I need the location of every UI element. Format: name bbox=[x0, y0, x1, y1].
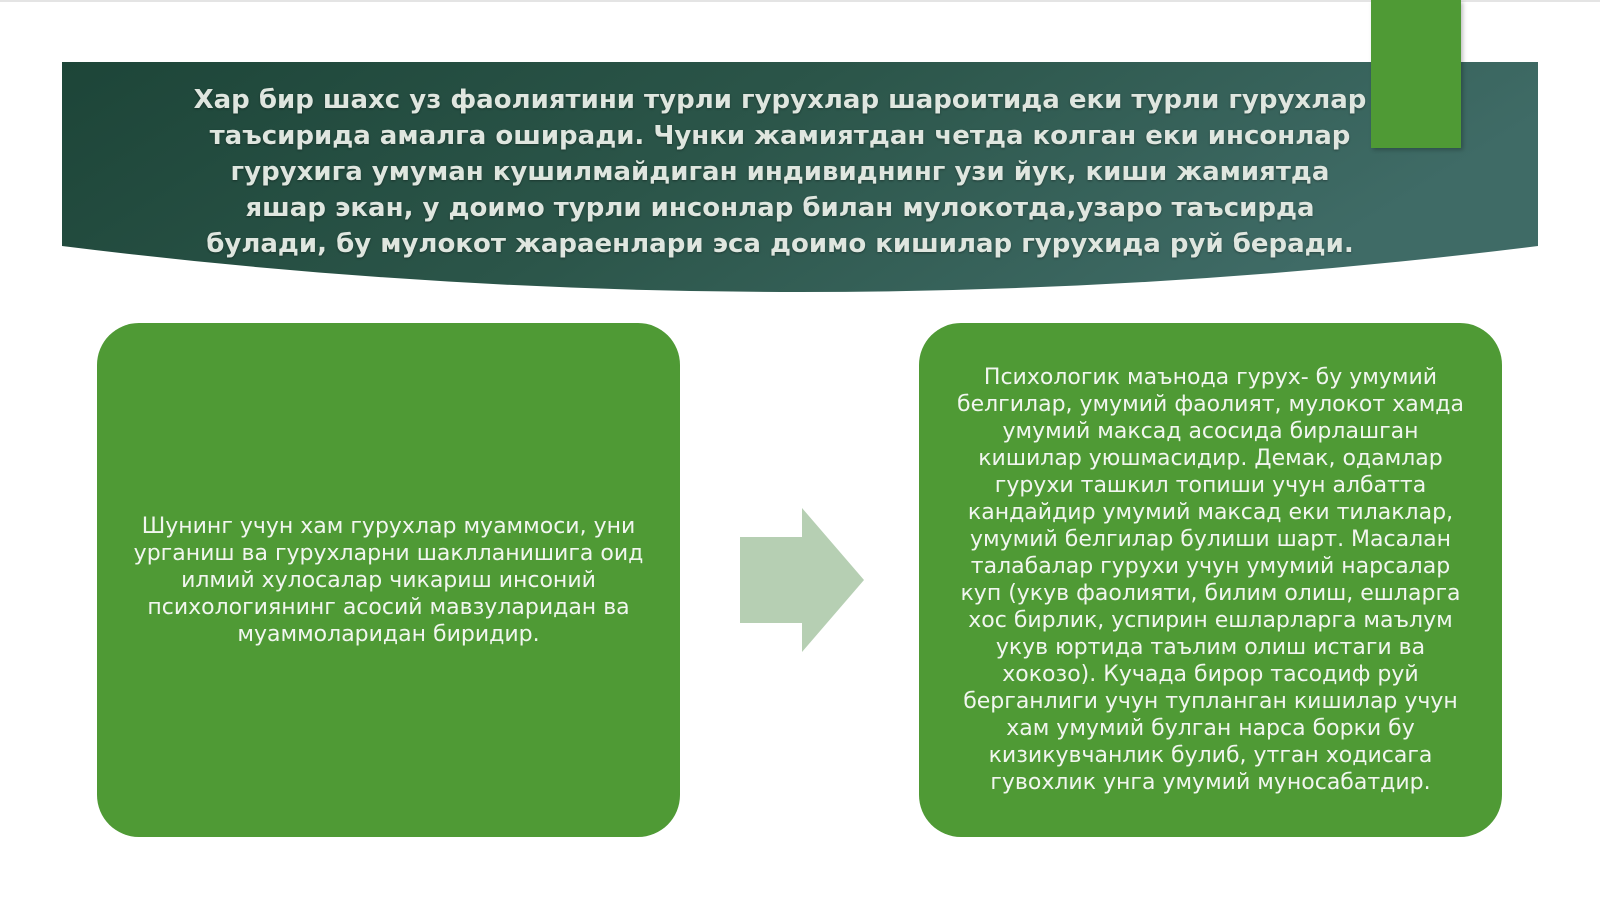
banner-text: Хар бир шахс уз фаолиятини турли гурухлар шароитида еки турли гурухлар таъсирида амалга оширади. Чунки жамиятдан четда колган еки инсонлар гурухига умуман кушилмайдиган индивиднинг узи йук, киши жамиятда яшар экан, у доимо турли инсонлар билан мулокотда,узаро таъсирда булади, бу мулокот жараенлари эса доимо кишилар гурухида руй беради. bbox=[193, 85, 1367, 259]
right-arrow-icon bbox=[740, 508, 864, 652]
accent-tab bbox=[1371, 0, 1461, 148]
left-card bbox=[97, 323, 680, 837]
right-card bbox=[919, 323, 1502, 837]
top-divider bbox=[0, 0, 1600, 2]
left-card-text: Шунинг учун хам гурухлар муаммоси, уни урганиш ва гурухларни шаклланишига оид илмий хулосалар чикариш инсоний психологиянинг асосий мавзуларидан ва муаммоларидан биридир. bbox=[133, 513, 644, 647]
right-card-text: Психологик маънода гурух- бу умумий белгилар, умумий фаолият, мулокот хамда умумий максад асосида бирлашган кишилар уюшмасидир. Демак, одамлар гурухи ташкил топиши учун албатта кандайдир умумий максад еки тилаклар, умумий белгилар булиши шарт. Масалан талабалар гурухи учун умумий нарсалар куп (укув фаолияти, билим олиш, ешларга хос бирлик, успирин ешларларга маълум укув юртида таълим олиш истаги ва хокозо). Кучада бирор тасодиф руй берганлиги учун тупланган кишилар учун хам умумий булган нарса борки бу кизикувчанлик булиб, утган ходисага гувохлик унга умумий муносабатдир. bbox=[957, 365, 1464, 795]
